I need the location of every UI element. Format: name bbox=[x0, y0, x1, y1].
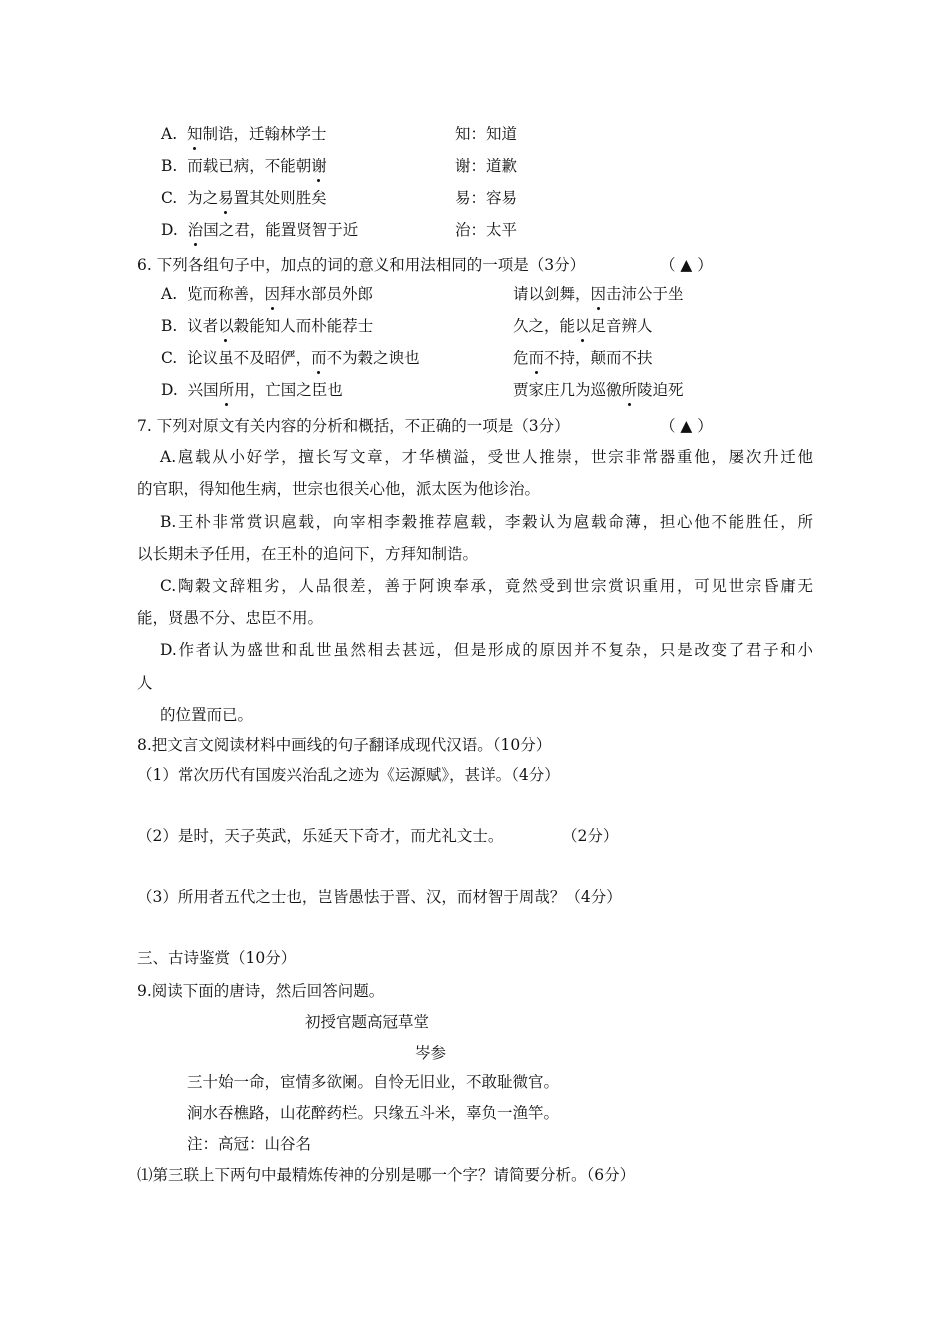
poem-title: 初授官题高冠草堂 bbox=[305, 1013, 430, 1031]
q9-sub-question-1: ⑴第三联上下两句中最精炼传神的分别是哪一个字？请简要分析。（6分） bbox=[137, 1166, 636, 1184]
poem-line-2: 涧水吞樵路，山花醉药栏。只缘五斗米，辜负一渔竿。 bbox=[187, 1104, 560, 1122]
q8-item-2-score: （2分） bbox=[562, 827, 619, 845]
q5-option-c: C. 为之易置其处则胜矣 bbox=[161, 189, 327, 207]
q6-option-b-right: 久之，能以足音辨人 bbox=[513, 317, 653, 335]
q7-option-a-line1: A.扈载从小好学，擅长写文章，才华横溢，受世人推崇，世宗非常器重他，屡次升迁他 bbox=[160, 448, 813, 466]
dotted-char: 而 bbox=[528, 349, 545, 367]
q7-option-c-line1: C.陶穀文辞粗劣，人品很差，善于阿谀奉承，竟然受到世宗赏识重用，可见世宗昏庸无 bbox=[160, 577, 813, 595]
q8-item-2: （2）是时，天子英武，乐延天下奇才，而尤礼文士。 bbox=[137, 827, 504, 845]
q7-option-d-line3: 的位置而已。 bbox=[160, 706, 254, 724]
dotted-char: 因 bbox=[590, 285, 607, 303]
q6-answer-mark: （ ▲ ） bbox=[660, 256, 713, 274]
dotted-char: 因 bbox=[264, 285, 281, 303]
dotted-char: 谢 bbox=[311, 157, 327, 175]
q8-stem: 8.把文言文阅读材料中画线的句子翻译成现代汉语。（10分） bbox=[137, 736, 552, 754]
dotted-char: 知 bbox=[186, 125, 203, 143]
q5-option-a-meaning: 知：知道 bbox=[455, 125, 518, 143]
q9-stem: 9.阅读下面的唐诗，然后回答问题。 bbox=[137, 982, 385, 1000]
q6-stem: 6. 下列各组句子中，加点的词的意义和用法相同的一项是（3分） bbox=[137, 256, 586, 274]
q5-option-b-meaning: 谢：道歉 bbox=[455, 157, 518, 175]
poem-line-1: 三十始一命，宦情多欲阑。自怜无旧业，不敢耻微官。 bbox=[187, 1073, 560, 1091]
q6-option-b-left: B. 议者以穀能知人而朴能荐士 bbox=[161, 317, 374, 335]
q6-option-a-right: 请以剑舞，因击沛公于坐 bbox=[513, 285, 684, 303]
dotted-char: 易 bbox=[218, 189, 234, 207]
q5-option-a: A. 知制诰，迁翰林学士 bbox=[161, 125, 327, 143]
dotted-char: 而 bbox=[311, 349, 327, 367]
q5-option-b: B. 而载已病，不能朝谢 bbox=[161, 157, 327, 175]
q7-option-a-line2: 的官职，得知他生病，世宗也很关心他，派太医为他诊治。 bbox=[137, 480, 541, 498]
q8-item-1: （1）常次历代有国废兴治乱之迹为《运源赋》，甚详。（4分） bbox=[137, 766, 560, 784]
q6-option-d-right: 贾家庄几为巡徼所陵迫死 bbox=[513, 381, 684, 399]
poem-note: 注：高冠：山谷名 bbox=[187, 1135, 312, 1153]
poem-author: 岑参 bbox=[415, 1044, 447, 1062]
q8-item-3: （3）所用者五代之士也，岂皆愚怯于晋、汉，而材智于周哉？（4分） bbox=[137, 888, 622, 906]
q6-option-c-left: C. 论议虽不及昭俨，而不为穀之谀也 bbox=[161, 349, 420, 367]
dotted-char: 所 bbox=[218, 381, 235, 399]
q7-option-d-line1: D.作者认为盛世和乱世虽然相去甚远，但是形成的原因并不复杂，只是改变了君子和小 bbox=[160, 641, 813, 659]
q6-option-a-left: A. 览而称善，因拜水部员外郎 bbox=[161, 285, 374, 303]
section-heading: 三、古诗鉴赏（10分） bbox=[137, 949, 297, 967]
q5-option-d: D. 治国之君，能置贤智于近 bbox=[161, 221, 359, 239]
q7-answer-mark: （ ▲ ） bbox=[660, 417, 713, 435]
dotted-char: 以 bbox=[575, 317, 591, 335]
q5-option-c-meaning: 易：容易 bbox=[455, 189, 518, 207]
dotted-char: 所 bbox=[621, 381, 638, 399]
q6-option-d-left: D. 兴国所用，亡国之臣也 bbox=[161, 381, 343, 399]
q7-option-c-line2: 能，贤愚不分、忠臣不用。 bbox=[137, 609, 324, 627]
dotted-char: 以 bbox=[218, 317, 234, 335]
q7-option-d-line2: 人 bbox=[137, 674, 153, 692]
dotted-char: 治 bbox=[187, 221, 204, 239]
q6-option-c-right: 危而不持，颠而不扶 bbox=[513, 349, 653, 367]
q7-option-b-line2: 以长期未予任用，在王朴的追问下，方拜知制诰。 bbox=[137, 545, 479, 563]
q5-option-d-meaning: 治：太平 bbox=[455, 221, 518, 239]
q7-option-b-line1: B.王朴非常赏识扈载，向宰相李穀推荐扈载，李穀认为扈载命薄，担心他不能胜任，所 bbox=[160, 513, 813, 531]
q7-stem: 7. 下列对原文有关内容的分析和概括，不正确的一项是（3分） bbox=[137, 417, 570, 435]
